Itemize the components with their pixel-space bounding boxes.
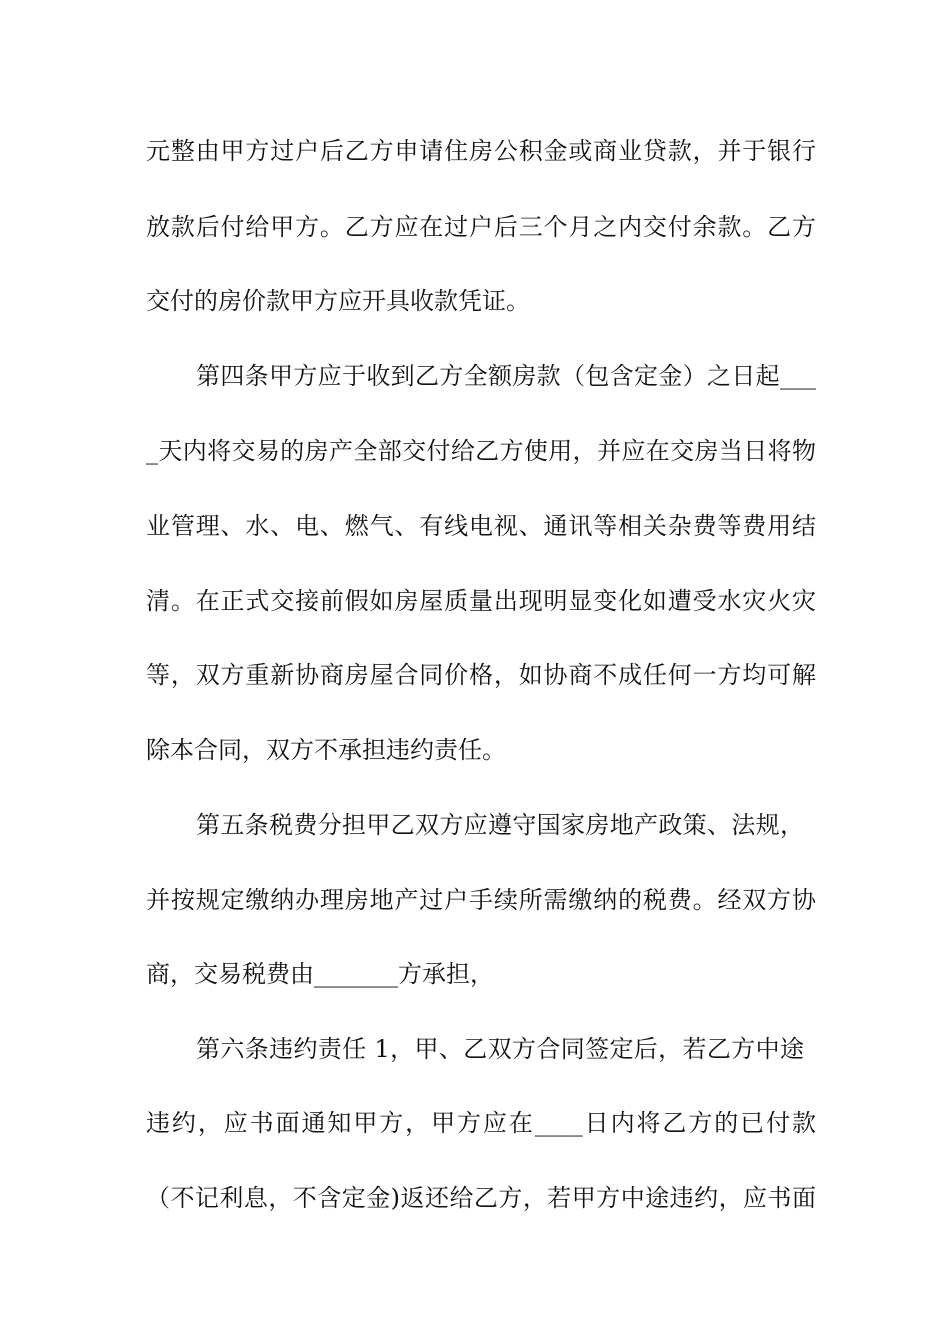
text-line: 第四条甲方应于收到乙方全额房款（包含定金）之日起___ [196,362,816,390]
text-line: 商，交易税费由_______方承担， [146,960,494,988]
text-line: 并按规定缴纳办理房地产过户手续所需缴纳的税费。经双方协 [146,886,816,914]
text-line: 业管理、水、电、燃气、有线电视、通讯等相关杂费等费用结 [146,512,816,540]
text-line: （不记利息，不含定金)返还给乙方，若甲方中途违约，应书面 [146,1184,816,1212]
text-line: _天内将交易的房产全部交付给乙方使用，并应在交房当日将物 [146,437,816,465]
text-line: 第六条违约责任 1，甲、乙双方合同签定后，若乙方中途 [196,1035,804,1063]
text-line: 第五条税费分担甲乙双方应遵守国家房地产政策、法规， [196,811,804,839]
text-line: 元整由甲方过户后乙方申请住房公积金或商业贷款，并于银行 [146,137,816,165]
text-line: 除本合同，双方不承担违约责任。 [146,736,506,764]
text-line: 交付的房价款甲方应开具收款凭证。 [146,287,530,315]
text-line: 清。在正式交接前假如房屋质量出现明显变化如遭受水灾火灾 [146,587,816,615]
text-line: 违约，应书面通知甲方，甲方应在____日内将乙方的已付款 [146,1109,816,1137]
text-line: 等，双方重新协商房屋合同价格，如协商不成任何一方均可解 [146,661,816,689]
text-line: 放款后付给甲方。乙方应在过户后三个月之内交付余款。乙方 [146,213,816,241]
